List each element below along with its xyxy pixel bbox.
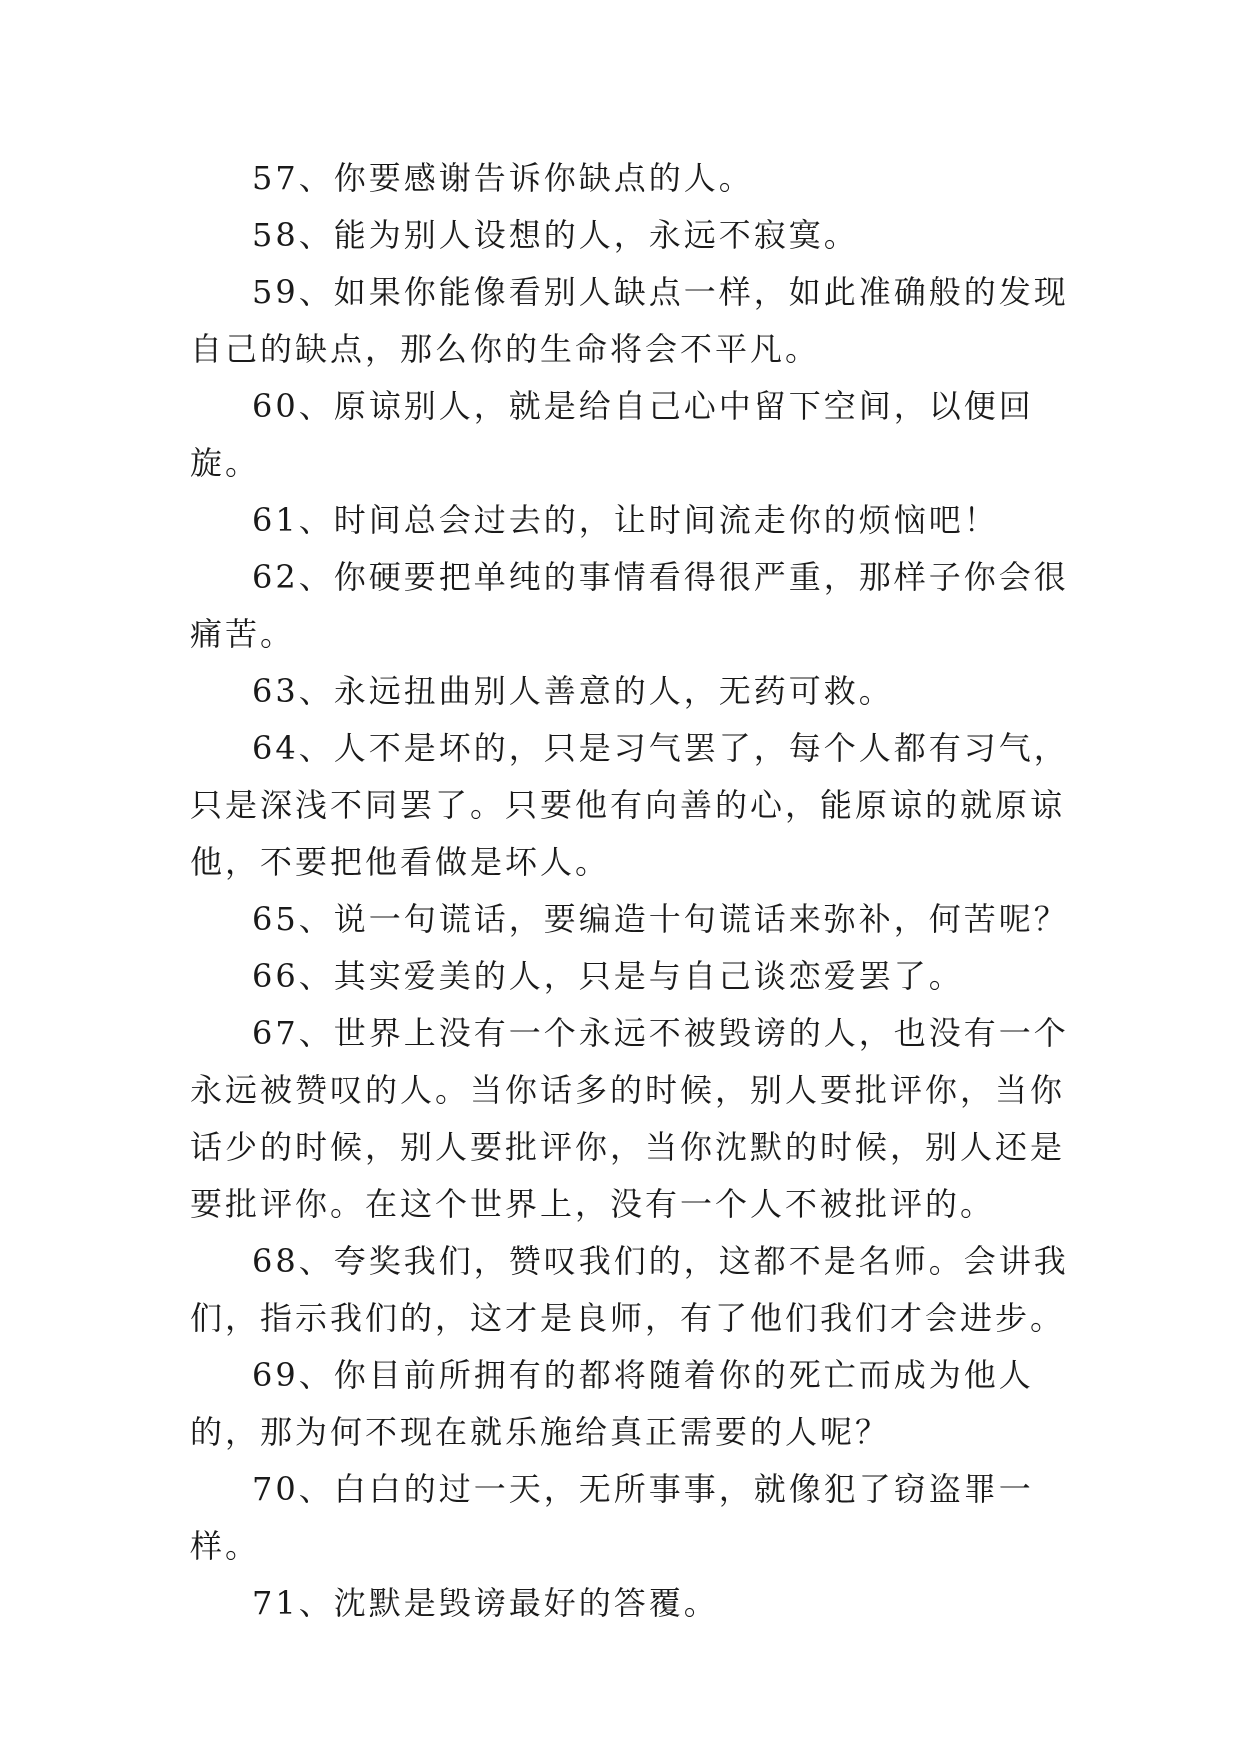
paragraph-69: 69、你目前所拥有的都将随着你的死亡而成为他人的，那为何不现在就乐施给真正需要的人呢？	[190, 1356, 1034, 1451]
paragraph-64: 64、人不是坏的，只是习气罢了，每个人都有习气，只是深浅不同罢了。只要他有向善的心，能原谅的就原谅他，不要把他看做是坏人。	[190, 729, 1069, 881]
paragraph-57: 57、你要感谢告诉你缺点的人。	[252, 159, 754, 197]
paragraph-60: 60、原谅别人，就是给自己心中留下空间，以便回旋。	[190, 387, 1034, 482]
document-body	[190, 150, 1070, 1632]
paragraph-63: 63、永远扭曲别人善意的人，无药可救。	[252, 672, 894, 710]
paragraph-61: 61、时间总会过去的，让时间流走你的烦恼吧！	[252, 501, 999, 539]
paragraph-62: 62、你硬要把单纯的事情看得很严重，那样子你会很痛苦。	[190, 558, 1069, 653]
paragraph-71: 71、沈默是毁谤最好的答覆。	[252, 1584, 719, 1622]
paragraph-58: 58、能为别人设想的人，永远不寂寞。	[252, 216, 859, 254]
paragraph-65: 65、说一句谎话，要编造十句谎话来弥补，何苦呢？	[252, 900, 1069, 938]
paragraph-59: 59、如果你能像看别人缺点一样，如此准确般的发现自己的缺点，那么你的生命将会不平凡。	[190, 273, 1069, 368]
paragraph-66: 66、其实爱美的人，只是与自己谈恋爱罢了。	[252, 957, 964, 995]
paragraph-67: 67、世界上没有一个永远不被毁谤的人，也没有一个永远被赞叹的人。当你话多的时候，别人要批评你，当你话少的时候，别人要批评你，当你沈默的时候，别人还是要批评你。在这个世界上，没有一个人不被批评的。	[190, 1014, 1069, 1223]
paragraph-68: 68、夸奖我们，赞叹我们的，这都不是名师。会讲我们，指示我们的，这才是良师，有了他们我们才会进步。	[190, 1242, 1069, 1337]
paragraph-70: 70、白白的过一天，无所事事，就像犯了窃盗罪一样。	[190, 1470, 1034, 1565]
